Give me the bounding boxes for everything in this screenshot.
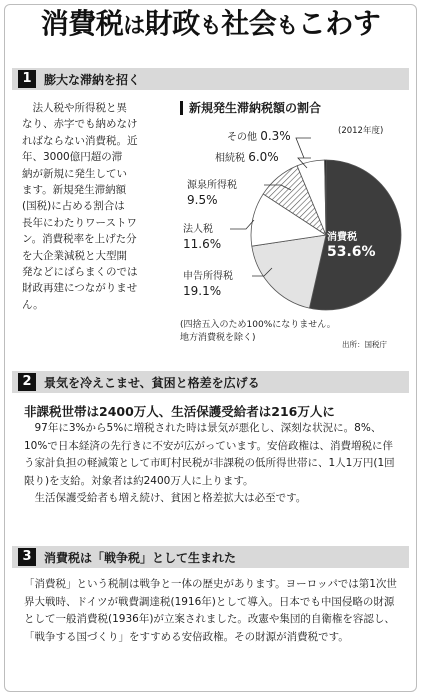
section-3-number: 3 — [18, 548, 36, 566]
section-2-header — [12, 371, 409, 393]
section-1-header — [12, 68, 409, 90]
chart-source: 出所：国税庁 — [342, 340, 387, 349]
section-1-body: 法人税や所得税と異 なり、赤字でも納めなけ ればならない消費税。近 年、3000億円超の滞 納が新規に発生してい ます。新規発生滞納額 (国税)に占める割合は 長年にわたりワーストワ ン。消費税率を上げた分 を大企業減税と大型開 発などにばらまくのでは 財政再建につながりませ ん。 — [22, 102, 138, 311]
slice-label-income: 申告所得税 19.1% — [183, 271, 233, 298]
section-3-header — [12, 546, 409, 568]
section-3-body: 「消費税」という税制は戦争と一体の歴史があります。ヨーロッパでは第1次世界大戦時、ドイツが戦費調達税(1916年)として導入。日本でも中国侵略の財源として一般消費税(1936年)が立案されました。改憲や集団的自衛権を容認し、「戦争する国づくり」をすすめる安倍政権。その財源が消費税です。 — [24, 578, 397, 643]
section-2-number: 2 — [18, 373, 36, 391]
section-2-title: 景気を冷えこませ、貧困と格差を広げる — [44, 376, 260, 390]
chart-note: (四捨五入のため100%になりません。 地方消費税を除く) — [180, 320, 336, 343]
slice-label-withholding: 源泉所得税 9.5% — [187, 180, 237, 207]
section-3-title: 消費税は「戦争税」として生まれた — [44, 551, 237, 565]
chart-title: 新規発生滞納税額の割合 — [180, 101, 321, 115]
section-2-subhead: 非課税世帯は2400万人、生活保護受給者は216万人に — [24, 404, 335, 419]
chart-subtitle: (2012年度) — [338, 126, 384, 136]
slice-label-consumption: 消費税 53.6% — [327, 232, 376, 260]
section-1-number: 1 — [18, 70, 36, 88]
slice-label-inheritance: 相続税 6.0% — [215, 150, 279, 164]
slice-label-other: その他 0.3% — [227, 129, 291, 143]
section-2-body: 97年に3%から5%に増税された時は景気が悪化し、深刻な状況に。8%、10%で日本経済の先行きに不安が広がっています。安倍政権は、消費増税に伴う家計負担の軽減策として市町村民税が非課税の低所得世帯に、1人1万円(1回限り)を支給。対象者は約2400万人に上ります。 生活保護受給者も増え続け、貧困と格差拡大は必至です。 — [24, 422, 395, 505]
section-1-title: 膨大な滞納を招く — [44, 73, 141, 87]
headline: 消費税は財政も社会もこわす — [40, 7, 381, 40]
slice-label-corporate: 法人税 11.6% — [183, 224, 222, 251]
